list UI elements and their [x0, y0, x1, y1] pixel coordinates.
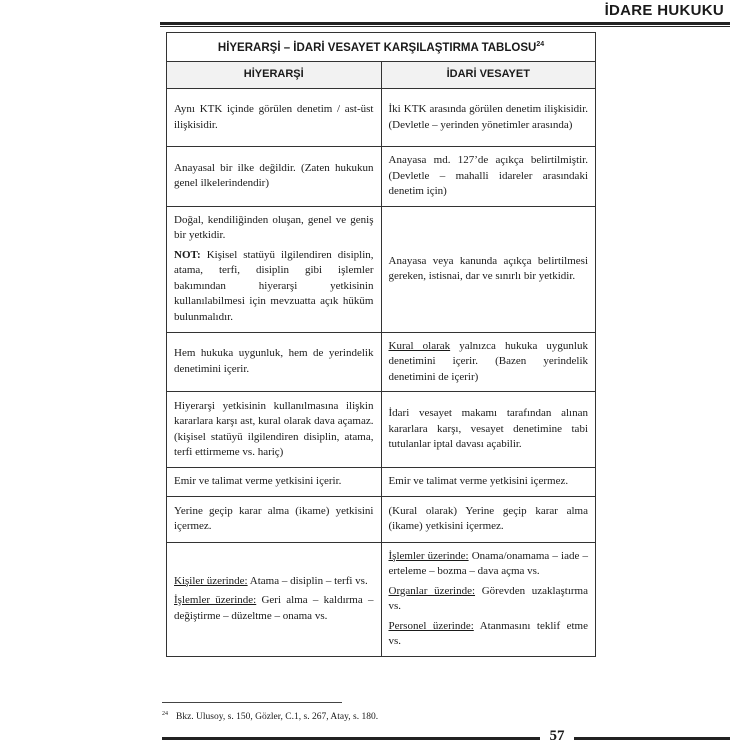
cell-idari-vesayet: [381, 332, 596, 392]
cell-text: Geri alma – kaldırma – değiştirme – düzeltme – onama vs.: [174, 594, 374, 622]
underlined-term: İşlemler üzerinde:: [388, 549, 469, 562]
header-rule-thin: [160, 26, 730, 27]
table-row: [167, 496, 596, 542]
cell-paragraph: Doğal, kendiliğinden oluşan, genel ve geniş bir yetkidir.: [174, 213, 374, 242]
underlined-term: Kural olarak: [388, 339, 451, 352]
table-row: [167, 332, 596, 392]
cell-text: yalnızca hukuka uygunluk denetimini içerir. (Bazen yerindelik denetimini de içerir): [388, 339, 588, 383]
cell-hiyerarsi: Aynı KTK içinde görülen denetim / ast-üst ilişkisidir.: [167, 89, 382, 147]
table-row: [167, 89, 596, 147]
underlined-term: İşlemler üzerinde:: [174, 594, 257, 607]
cell-paragraph: [174, 593, 374, 624]
note-label: NOT:: [174, 248, 201, 261]
column-header-hiyerarsi: HİYERARŞİ: [167, 62, 382, 89]
footnote-number: 24: [162, 711, 168, 717]
cell-paragraph: [174, 574, 374, 590]
footer-rule-left: [162, 737, 540, 740]
underlined-term: Organlar üzerinde:: [388, 584, 476, 597]
cell-idari-vesayet: (Kural olarak) Yerine geçip karar alma (ikame) yetkisini içermez.: [381, 496, 596, 542]
table-title: [167, 33, 596, 62]
cell-hiyerarsi: Anayasal bir ilke değildir. (Zaten hukukun genel ilkelerindendir): [167, 147, 382, 207]
cell-idari-vesayet: İdari vesayet makamı tarafından alınan kararlara karşı, vesayet denetimine tabi tutulanlar iptal davası açabilir.: [381, 392, 596, 468]
cell-text: Görevden uzaklaştırma vs.: [388, 584, 588, 612]
cell-paragraph: [389, 619, 589, 650]
header-rule: [160, 22, 730, 25]
footnote: [162, 711, 378, 722]
cell-hiyerarsi: Hiyerarşi yetkisinin kullanılmasına ilişkin kararlara karşı ast, kural olarak dava açamaz. (kişisel statüyü ilgilendiren disiplin, atama, terfi ettirmeme vs. hariç): [167, 392, 382, 468]
cell-idari-vesayet: Anayasa veya kanunda açıkça belirtilmesi gereken, istisnai, dar ve sınırlı bir yetkidir.: [381, 206, 596, 332]
table-header-row: [167, 62, 596, 89]
comparison-table: [166, 32, 596, 657]
table-row: [167, 206, 596, 332]
table-title-text: HİYERARŞİ – İDARİ VESAYET KARŞILAŞTIRMA TABLOSU: [217, 42, 537, 55]
underlined-term: Kişiler üzerinde:: [174, 574, 248, 587]
footnote-separator: [162, 702, 342, 703]
table-row: [167, 468, 596, 497]
cell-paragraph: [389, 584, 589, 615]
table-row: [167, 392, 596, 468]
cell-hiyerarsi: Yerine geçip karar alma (ikame) yetkisini içermez.: [167, 496, 382, 542]
cell-idari-vesayet: İki KTK arasında görülen denetim ilişkisidir. (Devletle – yerinden yönetimler arasında): [381, 89, 596, 147]
note-text: Kişisel statüyü ilgilendiren disiplin, atama, terfi, disiplin gibi işlemler bakımından hiyerarşi yetkisinin kullanılabilmesi için mevzuatta açık hüküm bulunmalıdır.: [174, 248, 374, 323]
cell-hiyerarsi: Emir ve talimat verme yetkisini içerir.: [167, 468, 382, 497]
cell-hiyerarsi: [167, 542, 382, 656]
cell-idari-vesayet: Emir ve talimat verme yetkisini içermez.: [381, 468, 596, 497]
cell-text: Onama/onamama – iade – erteleme – bozma – dava açma vs.: [388, 549, 588, 577]
cell-hiyerarsi: [167, 206, 382, 332]
running-header-title: İDARE HUKUKU: [604, 2, 724, 19]
table-title-footnote-ref: 24: [536, 41, 545, 49]
table-row: [167, 147, 596, 207]
cell-idari-vesayet: [381, 542, 596, 656]
cell-hiyerarsi: Hem hukuka uygunluk, hem de yerindelik denetimini içerir.: [167, 332, 382, 392]
page-number: 57: [549, 728, 565, 744]
column-header-idari-vesayet: İDARİ VESAYET: [381, 62, 596, 89]
cell-idari-vesayet: Anayasa md. 127’de açıkça belirtilmiştir. (Devletle – mahalli idareler arasındaki denetim için): [381, 147, 596, 207]
underlined-term: Personel üzerinde:: [388, 619, 474, 632]
cell-paragraph: [389, 549, 589, 580]
footer-rule-right: [574, 737, 730, 740]
cell-text: Atanmasını teklif etme vs.: [388, 619, 588, 647]
cell-note: [174, 248, 374, 326]
table-row: [167, 542, 596, 656]
footnote-text: Bkz. Ulusoy, s. 150, Gözler, C.1, s. 267, Atay, s. 180.: [176, 712, 379, 723]
table-title-row: [167, 33, 596, 62]
cell-text: Atama – disiplin – terfi vs.: [247, 574, 368, 587]
